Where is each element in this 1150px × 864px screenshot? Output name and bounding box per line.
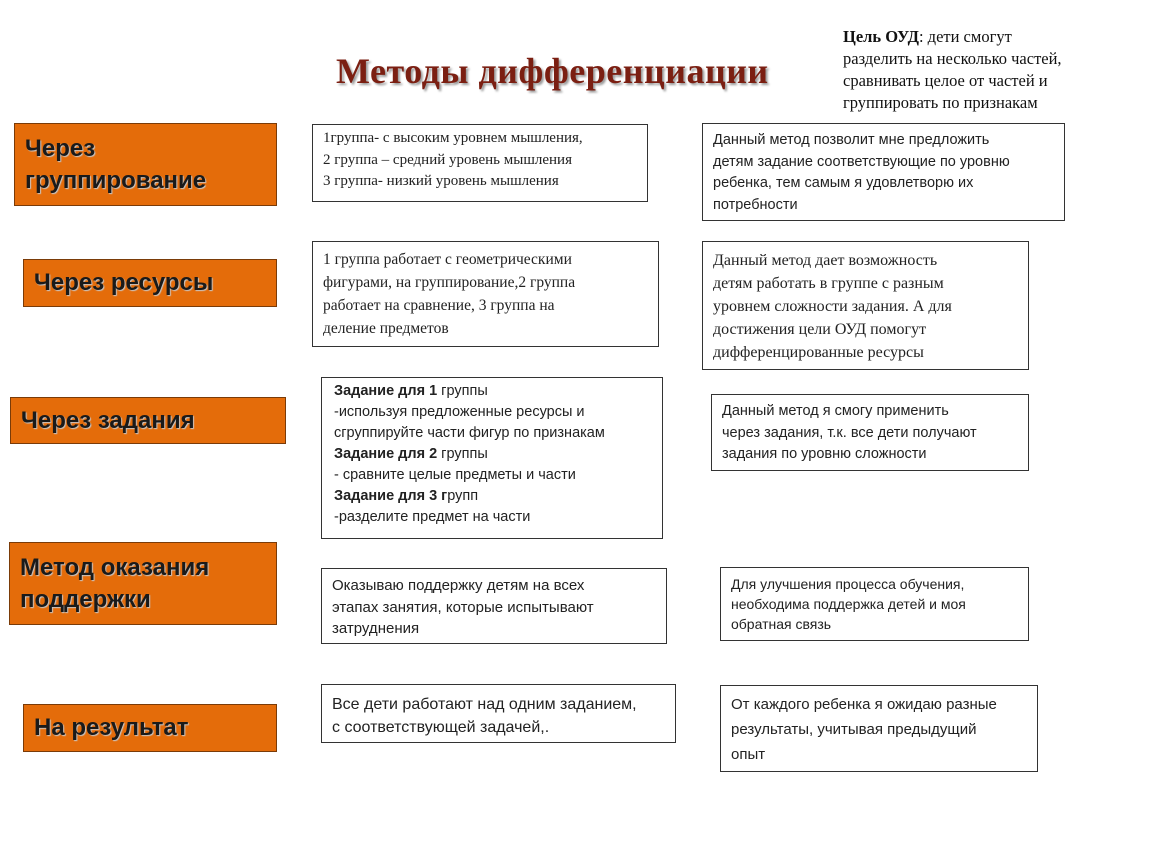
goal-label: Цель ОУД xyxy=(843,27,919,46)
rationale-line: детям работать в группе с разным xyxy=(713,275,944,292)
goal-line: группировать по признакам xyxy=(843,93,1038,112)
rationale-line: уровнем сложности задания. А для xyxy=(713,298,952,315)
task-line-text: сгруппируйте части фигур по признакам xyxy=(334,425,605,441)
method-grouping xyxy=(14,123,277,206)
task-line xyxy=(334,423,652,444)
task-line xyxy=(334,465,652,486)
method-result xyxy=(23,704,277,752)
task-line-text: -разделите предмет на части xyxy=(334,509,531,525)
description-line: фигурами, на группирование,2 группа xyxy=(323,274,576,291)
description-line: Оказываю поддержку детям на всех xyxy=(332,577,585,594)
task-line xyxy=(334,444,652,465)
rationale-grouping xyxy=(702,123,1065,221)
description-result xyxy=(321,684,676,743)
rationale-line: результаты, учитывая предыдущий xyxy=(731,721,977,738)
task-line-bold: Задание для 2 xyxy=(334,446,438,462)
rationale-line: Данный метод позволит мне предложить xyxy=(713,132,990,148)
task-line xyxy=(334,402,652,423)
description-line: с соответствующей задачей,. xyxy=(332,719,550,736)
goal-line: сравнивать целое от частей и xyxy=(843,71,1048,90)
rationale-line: потребности xyxy=(713,196,798,213)
method-label: Через xyxy=(25,134,96,162)
rationale-line: Данный метод дает возможность xyxy=(713,252,938,269)
task-line-text: группы xyxy=(437,383,488,399)
rationale-resources xyxy=(702,241,1029,370)
description-line: 2 группа – средний уровень мышления xyxy=(323,151,572,168)
task-line-text: - сравните целые предметы и части xyxy=(334,467,576,483)
rationale-line: через задания, т.к. все дети получают xyxy=(722,424,977,441)
method-label: Через ресурсы xyxy=(34,269,214,296)
goal-line: : дети смогут xyxy=(918,27,1012,46)
rationale-result xyxy=(720,685,1038,772)
task-line-bold: Задание для 3 г xyxy=(334,488,448,504)
rationale-line: дифференцированные ресурсы xyxy=(713,344,924,361)
method-label: группирование xyxy=(25,166,207,194)
method-label: Метод оказания xyxy=(20,553,210,581)
rationale-line: От каждого ребенка я ожидаю разные xyxy=(731,696,997,713)
rationale-line: задания по уровню сложности xyxy=(722,446,927,462)
description-line: 3 группа- низкий уровень мышления xyxy=(323,173,559,189)
rationale-support xyxy=(720,567,1029,641)
description-grouping xyxy=(312,124,648,202)
description-line: затруднения xyxy=(332,620,420,637)
task-line xyxy=(334,507,652,528)
rationale-line: Данный метод я смогу применить xyxy=(722,403,949,419)
method-label: Через задания xyxy=(21,406,195,434)
rationale-line: достижения цели ОУД помогут xyxy=(713,321,927,338)
description-line: 1группа- с высоким уровнем мышления, xyxy=(323,130,583,146)
goal-text xyxy=(843,26,1143,114)
description-support xyxy=(321,568,667,644)
description-tasks xyxy=(321,377,663,539)
task-line-bold: Задание для 1 xyxy=(334,383,438,399)
rationale-line: детям задание соответствующие по уровню xyxy=(713,153,1010,170)
description-line: Все дети работают над одним заданием, xyxy=(332,696,637,713)
method-tasks xyxy=(10,397,286,444)
rationale-line: ребенка, тем самым я удовлетворю их xyxy=(713,175,974,191)
task-line xyxy=(334,381,652,402)
description-line: этапах занятия, которые испытывают xyxy=(332,598,594,616)
task-line-text: группы xyxy=(437,446,488,462)
description-line: работает на сравнение, 3 группа на xyxy=(323,297,555,314)
rationale-line: опыт xyxy=(731,746,766,763)
rationale-line: обратная связь xyxy=(731,616,832,632)
method-support xyxy=(9,542,277,625)
rationale-tasks xyxy=(711,394,1029,471)
description-line: 1 группа работает с геометрическими xyxy=(323,251,572,268)
page-title: Методы дифференциации xyxy=(336,51,769,91)
rationale-line: Для улучшения процесса обучения, xyxy=(731,576,965,592)
method-label: На результат xyxy=(34,714,189,741)
task-line xyxy=(334,486,652,507)
task-line-text: рупп xyxy=(447,488,479,504)
description-line: деление предметов xyxy=(323,320,449,337)
method-label: поддержки xyxy=(20,585,151,613)
description-resources xyxy=(312,241,659,347)
method-resources xyxy=(23,259,277,307)
goal-line: разделить на несколько частей, xyxy=(843,49,1062,68)
rationale-line: необходима поддержка детей и моя xyxy=(731,596,966,612)
task-line-text: -используя предложенные ресурсы и xyxy=(334,404,585,420)
